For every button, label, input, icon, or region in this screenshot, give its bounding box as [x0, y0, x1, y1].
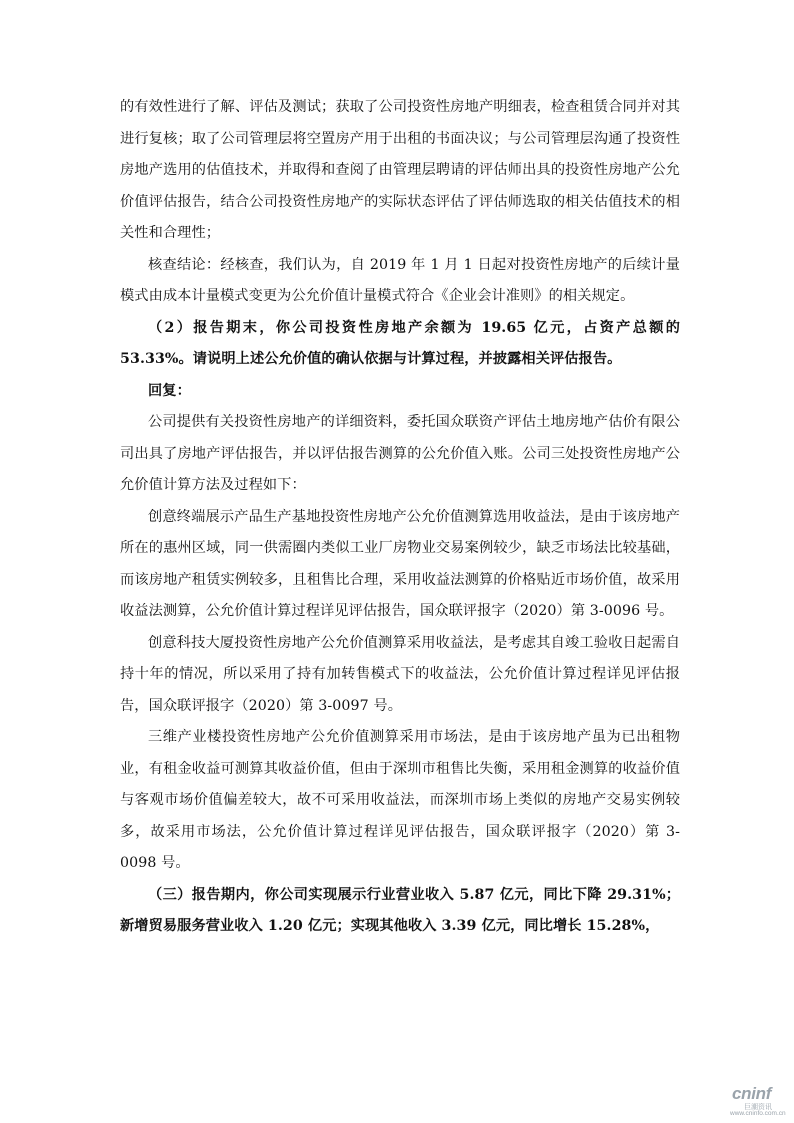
paragraph-creative-tech-building: 创意科技大厦投资性房地产公允价值测算采用收益法，是考虑其自竣工验收日起需自持十年的情况，所以采用了持有加转售模式下的收益法，公允价值计算过程详见评估报告，国众联评报字（2020）第 3-0097 号。 — [120, 634, 680, 714]
logo-url: www.cninfo.com.cn — [730, 1110, 786, 1117]
paragraph-creative-terminal-base: 创意终端展示产品生产基地投资性房地产公允价值测算选用收益法，是由于该房地产所在的惠州区域，同一供需圈内类似工业厂房物业交易案例较少，缺乏市场法比较基础，而该房地产租赁实例较多，且租售比合理，采用收益法测算的价格贴近市场价值，故采用收益法测算，公允价值计算过程详见评估报告，国众联评报字（2020）第 3-0096 号。 — [120, 508, 680, 619]
paragraph-reply-heading: 回复： — [148, 382, 191, 399]
document-body — [120, 92, 680, 943]
logo-text: cninf — [732, 1084, 772, 1103]
paragraph-evaluation-procedures: 的有效性进行了解、评估及测试；获取了公司投资性房地产明细表，检查租赁合同并对其进行复核；取了公司管理层将空置房产用于出租的书面决议；与公司管理层沟通了投资性房地产选用的估值技术，并取得和查阅了由管理层聘请的评估师出具的投资性房地产公允价值评估报告，结合公司投资性房地产的实际状态评估了评估师选取的相关估值技术的相关性和合理性； — [120, 99, 680, 241]
paragraph-reply-intro: 公司提供有关投资性房地产的详细资料，委托国众联资产评估土地房地产估价有限公司出具了房地产评估报告，并以评估报告测算的公允价值入账。公司三处投资性房地产公允价值计算方法及过程如下： — [120, 414, 680, 493]
paragraph-question-3: （三）报告期内，你公司实现展示行业营业收入 5.87 亿元，同比下降 29.31%；新增贸易服务营业收入 1.20 亿元；实现其他收入 3.39 亿元，同比增长 15.28%， — [120, 886, 680, 934]
paragraph-3d-industry-building: 三维产业楼投资性房地产公允价值测算采用市场法，是由于该房地产虽为已出租物业，有租金收益可测算其收益价值，但由于深圳市租售比失衡，采用租金测算的收益价值与客观市场价值偏差较大，故不可采用收益法，而深圳市场上类似的房地产交易实例较多，故采用市场法，公允价值计算过程详见评估报告，国众联评报字（2020）第 3-0098 号。 — [120, 729, 680, 871]
paragraph-question-2: （2）报告期末，你公司投资性房地产余额为 19.65 亿元，占资产总额的 53.33%。请说明上述公允价值的确认依据与计算过程，并披露相关评估报告。 — [120, 319, 680, 367]
logo-subtitle: 巨潮资讯 — [744, 1103, 772, 1111]
paragraph-verification-conclusion: 核查结论：经核查，我们认为，自 2019 年 1 月 1 日起对投资性房地产的后续计量模式由成本计量模式变更为公允价值计量模式符合《企业会计准则》的相关规定。 — [120, 256, 680, 304]
cninf-watermark-logo — [730, 1078, 792, 1118]
